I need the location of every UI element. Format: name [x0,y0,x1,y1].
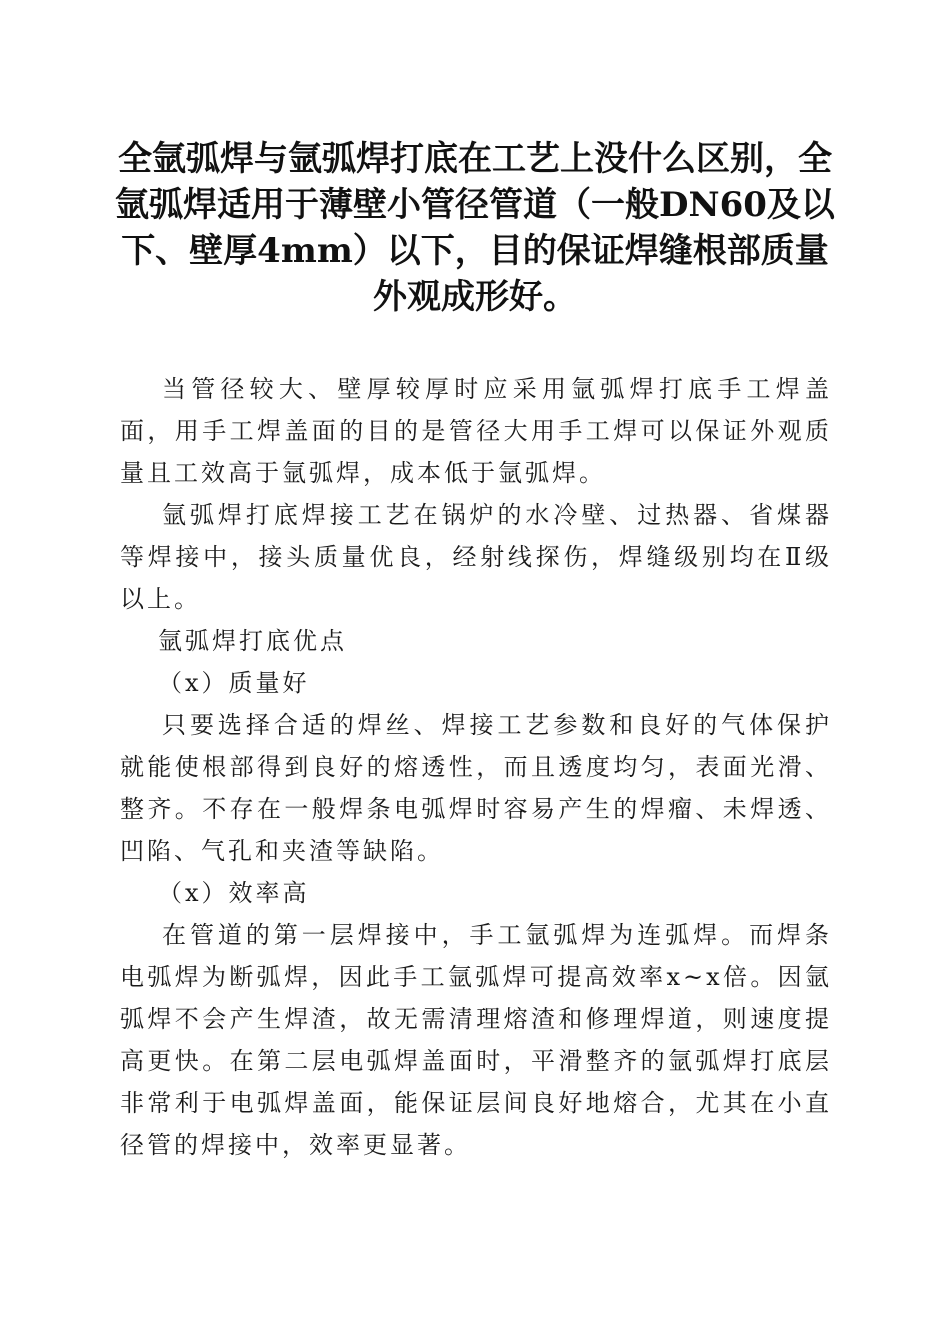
document-body [120,368,832,1166]
section-heading-advantages: 氩弧焊打底优点 [158,627,347,655]
paragraph-boiler-application: 氩弧焊打底焊接工艺在锅炉的水冷壁、过热器、省煤器等焊接中，接头质量优良，经射线探伤，焊缝级别均在Ⅱ级以上。 [120,501,832,613]
document-title: 全氩弧焊与氩弧焊打底在工艺上没什么区别，全氩弧焊适用于薄壁小管径管道（一般DN60及以下、壁厚4mm）以下，目的保证焊缝根部质量外观成形好。 [115,139,835,317]
subheading-efficiency: （x）效率高 [158,879,310,907]
paragraph-quality: 只要选择合适的焊丝、焊接工艺参数和良好的气体保护就能使根部得到良好的熔透性，而且透度均匀，表面光滑、整齐。不存在一般焊条电弧焊时容易产生的焊瘤、未焊透、凹陷、气孔和夹渣等缺陷。 [120,711,832,865]
paragraph-large-pipe: 当管径较大、壁厚较厚时应采用氩弧焊打底手工焊盖面，用手工焊盖面的目的是管径大用手工焊可以保证外观质量且工效高于氩弧焊，成本低于氩弧焊。 [120,375,832,487]
subheading-quality: （x）质量好 [158,669,310,697]
paragraph-efficiency: 在管道的第一层焊接中，手工氩弧焊为连弧焊。而焊条电弧焊为断弧焊，因此手工氩弧焊可提高效率x~x倍。因氩弧焊不会产生焊渣，故无需清理熔渣和修理焊道，则速度提高更快。在第二层电弧焊盖面时，平滑整齐的氩弧焊打底层非常利于电弧焊盖面，能保证层间良好地熔合，尤其在小直径管的焊接中，效率更显著。 [120,921,832,1159]
